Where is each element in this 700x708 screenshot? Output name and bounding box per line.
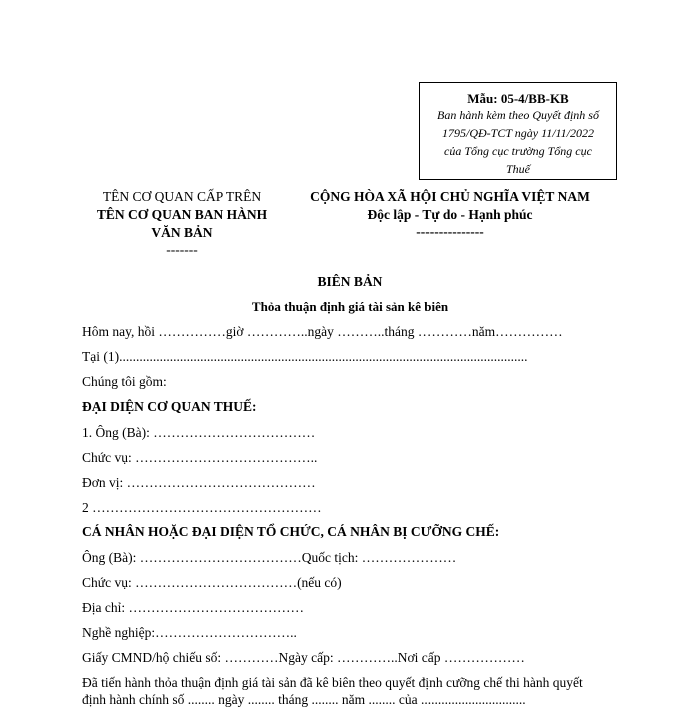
- members-label: Chúng tôi gồm:: [82, 374, 167, 389]
- representative-2: 2 ……………………………………………: [82, 500, 322, 515]
- body-paragraph-line-2: định hành chính số ........ ngày ........ tháng ........ năm ........ của ...............................: [82, 692, 526, 707]
- header-left: [82, 188, 282, 258]
- representative-1-unit: Đơn vị: ……………………………………: [82, 475, 316, 490]
- tax-authority-heading: ĐẠI DIỆN CƠ QUAN THUẾ:: [82, 399, 257, 414]
- issuing-agency: TÊN CƠ QUAN BAN HÀNH: [96, 207, 268, 222]
- form-note-line-3: của Tổng cục trường Tổng cục: [444, 144, 592, 158]
- body-paragraph-line-1: Đã tiến hành thỏa thuận định giá tài sản đã kê biên theo quyết định cưỡng chế thi hành quyết: [82, 675, 583, 690]
- issuing-agency-cont: VĂN BẢN: [151, 225, 213, 240]
- header-right: [290, 188, 610, 240]
- form-code-box: [419, 82, 617, 180]
- enforced-party-heading: CÁ NHÂN HOẶC ĐẠI DIỆN TỔ CHỨC, CÁ NHÂN BỊ CƯỠNG CHẾ:: [82, 524, 500, 539]
- date-line: Hôm nay, hồi ……………giờ …………..ngày ………..tháng …………năm……………: [82, 324, 563, 339]
- form-note-line-2: 1795/QĐ-TCT ngày 11/11/2022: [441, 126, 594, 140]
- representative-1: 1. Ông (Bà): ………………………………: [82, 425, 316, 440]
- enforced-person-id: Giấy CMND/hộ chiếu số: …………Ngày cấp: …………..Nơi cấp ………………: [82, 650, 525, 665]
- form-note-line-4: Thuế: [506, 162, 530, 176]
- form-note-line-1: Ban hành kèm theo Quyết định số: [437, 108, 599, 122]
- form-code: Mẫu: 05-4/BB-KB: [467, 91, 569, 106]
- nation-name: CỘNG HÒA XÃ HỘI CHỦ NGHĨA VIỆT NAM: [310, 189, 590, 204]
- header-left-rule: -------: [166, 242, 198, 257]
- enforced-person-name: Ông (Bà): ………………………………Quốc tịch: …………………: [82, 550, 457, 565]
- place-line: Tại (1).........................................................................................................................: [82, 349, 528, 364]
- national-motto: Độc lập - Tự do - Hạnh phúc: [367, 207, 533, 222]
- enforced-person-occupation: Nghề nghiệp:…………………………..: [82, 625, 297, 640]
- representative-1-position: Chức vụ: …………………………………..: [82, 450, 318, 465]
- document-title: BIÊN BẢN: [317, 274, 383, 289]
- header-right-rule: ---------------: [416, 224, 484, 239]
- enforced-person-position: Chức vụ: ………………………………(nếu có): [82, 575, 342, 590]
- enforced-person-address: Địa chỉ: …………………………………: [82, 600, 304, 615]
- parent-agency: TÊN CƠ QUAN CẤP TRÊN: [102, 189, 262, 204]
- document-subtitle: Thỏa thuận định giá tài sản kê biên: [251, 299, 449, 314]
